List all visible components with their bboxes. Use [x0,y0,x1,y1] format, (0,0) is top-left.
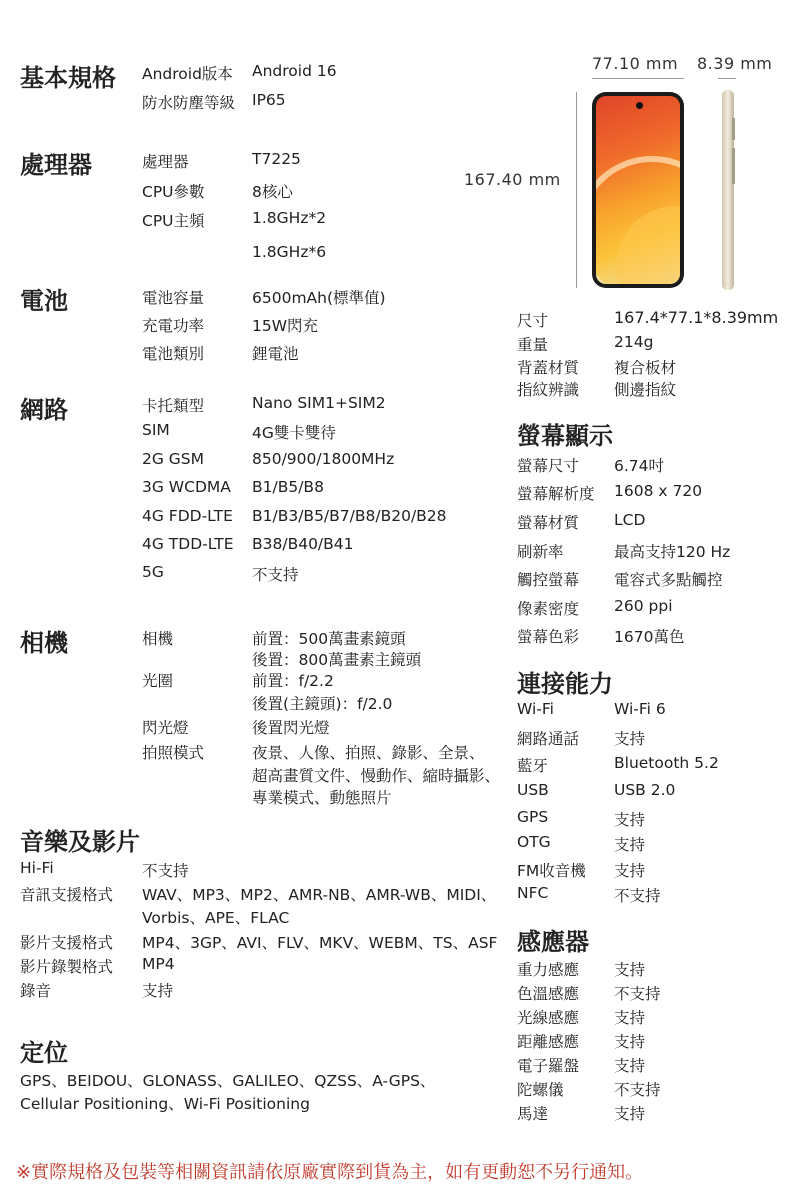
spec-value: Nano SIM1+SIM2 [252,394,386,412]
spec-value: 支持 [614,730,646,748]
spec-value: 支持 [614,1105,646,1123]
spec-value: 15W閃充 [252,317,319,335]
spec-value: Bluetooth 5.2 [614,754,719,772]
spec-value: 1670萬色 [614,628,685,646]
spec-value: 1.8GHz*2 [252,209,327,227]
spec-label: Wi-Fi [517,700,554,718]
spec-value: B38/B40/B41 [252,535,354,553]
footer-note: ※實際規格及包裝等相關資訊請依原廠實際到貨為主，如有更動恕不另行通知。 [16,1162,644,1183]
depth-dimension: 8.39 mm [697,54,773,73]
spec-label: CPU參數 [142,183,205,201]
spec-value: Android 16 [252,62,337,80]
spec-label: 閃光燈 [142,719,189,737]
spec-label: 卡托類型 [142,397,205,415]
spec-value: WAV、MP3、MP2、AMR-NB、AMR-WB、MIDI、 [142,886,497,904]
spec-value: 6.74吋 [614,457,665,475]
section-network-title: 網路 [20,396,68,424]
spec-label: 光線感應 [517,1009,580,1027]
spec-label: 4G FDD-LTE [142,507,233,525]
spec-value: 後置(主鏡頭)：f/2.0 [252,695,393,713]
spec-label: 刷新率 [517,543,564,561]
spec-value: 前置：f/2.2 [252,672,334,690]
spec-label: 重量 [517,336,549,354]
spec-label: 光圈 [142,672,174,690]
spec-label: 螢幕材質 [517,514,580,532]
section-connectivity-title: 連接能力 [517,670,613,698]
section-location-title: 定位 [20,1039,68,1067]
spec-value: Wi-Fi 6 [614,700,666,718]
spec-label: SIM [142,421,170,439]
spec-label: CPU主頻 [142,212,205,230]
spec-label: 螢幕色彩 [517,628,580,646]
spec-value: 260 ppi [614,597,673,615]
width-dimension: 77.10 mm [592,54,679,73]
spec-label: 影片支援格式 [20,934,114,952]
spec-label: 相機 [142,630,174,648]
spec-value: 側邊指紋 [614,381,677,399]
spec-value: 不支持 [252,566,299,584]
spec-value: 167.4*77.1*8.39mm [614,308,779,327]
spec-label: 錄音 [20,982,52,1000]
spec-label: 網路通話 [517,730,580,748]
section-battery-title: 電池 [20,287,68,315]
spec-value: USB 2.0 [614,781,676,799]
spec-value: B1/B5/B8 [252,478,324,496]
spec-value: 後置：800萬畫素主鏡頭 [252,651,422,669]
spec-label: 防水防塵等級 [142,94,236,112]
spec-value: 支持 [142,982,174,1000]
spec-label: 電子羅盤 [517,1057,580,1075]
spec-label: FM收音機 [517,862,586,880]
spec-label: 拍照模式 [142,744,205,762]
spec-value: LCD [614,511,646,529]
section-sensors-title: 感應器 [517,928,589,956]
spec-value: 1.8GHz*6 [252,243,327,261]
spec-value: 支持 [614,1057,646,1075]
spec-label: NFC [517,884,549,902]
spec-value: 不支持 [614,887,661,905]
spec-label: 重力感應 [517,961,580,979]
spec-label: 指紋辨識 [517,381,580,399]
spec-label: 4G TDD-LTE [142,535,234,553]
spec-value: 不支持 [142,862,189,880]
spec-value: 夜景、人像、拍照、錄影、全景、 [252,744,485,762]
spec-label: 陀螺儀 [517,1081,564,1099]
spec-value: 支持 [614,1009,646,1027]
spec-label: 背蓋材質 [517,359,580,377]
section-processor-title: 處理器 [20,151,92,179]
width-dimension-line [592,78,684,79]
spec-value: B1/B3/B5/B7/B8/B20/B28 [252,507,447,525]
spec-value: 最高支持120 Hz [614,543,731,561]
spec-value: IP65 [252,91,286,109]
spec-value: 後置閃光燈 [252,719,330,737]
spec-value: 鋰電池 [252,345,299,363]
spec-label: 處理器 [142,153,189,171]
spec-value: Vorbis、APE、FLAC [142,909,290,927]
spec-value: 850/900/1800MHz [252,450,395,468]
spec-value: 專業模式、動態照片 [252,789,392,807]
spec-label: 像素密度 [517,600,580,618]
spec-label: GPS [517,808,549,826]
spec-value: 支持 [614,811,646,829]
section-display-title: 螢幕顯示 [517,422,613,450]
spec-label: 充電功率 [142,317,205,335]
spec-label: 3G WCDMA [142,478,231,496]
spec-value: 支持 [614,862,646,880]
spec-value: 8核心 [252,183,293,201]
spec-label: 電池類別 [142,345,205,363]
height-dimension-line [576,92,577,288]
spec-value: 支持 [614,1033,646,1051]
spec-label: OTG [517,833,551,851]
spec-label: 影片錄製格式 [20,958,114,976]
spec-label: Android版本 [142,65,233,83]
location-line: Cellular Positioning、Wi-Fi Positioning [20,1095,310,1113]
section-camera-title: 相機 [20,629,68,657]
spec-value: 不支持 [614,1081,661,1099]
spec-label: 2G GSM [142,450,205,468]
spec-value: 不支持 [614,985,661,1003]
spec-label: 5G [142,563,164,581]
spec-value: 1608 x 720 [614,482,703,500]
section-basic-title: 基本規格 [20,64,116,92]
spec-label: 螢幕尺寸 [517,457,580,475]
spec-label: 藍牙 [517,757,549,775]
spec-value: 複合板材 [614,359,677,377]
depth-dimension-line [718,78,736,79]
spec-value: 4G雙卡雙待 [252,424,336,442]
section-media-title: 音樂及影片 [20,828,140,856]
spec-value: 電容式多點觸控 [614,571,723,589]
spec-label: 電池容量 [142,289,205,307]
spec-value: 214g [614,333,654,351]
spec-label: 觸控螢幕 [517,571,580,589]
spec-label: 距離感應 [517,1033,580,1051]
phone-front-image [592,92,684,288]
spec-value: MP4、3GP、AVI、FLV、MKV、WEBM、TS、ASF [142,934,498,952]
spec-label: 尺寸 [517,312,549,330]
spec-label: USB [517,781,549,799]
spec-value: 前置：500萬畫素鏡頭 [252,630,406,648]
location-line: GPS、BEIDOU、GLONASS、GALILEO、QZSS、A-GPS、 [20,1072,436,1090]
spec-label: 色溫感應 [517,985,580,1003]
height-dimension: 167.40 mm [464,170,561,189]
spec-label: Hi-Fi [20,859,54,877]
spec-label: 螢幕解析度 [517,485,595,503]
spec-value: T7225 [252,150,301,168]
spec-label: 音訊支援格式 [20,886,114,904]
spec-value: 超高畫質文件、慢動作、縮時攝影、 [252,767,501,785]
spec-value: 支持 [614,961,646,979]
spec-value: 支持 [614,836,646,854]
spec-value: MP4 [142,955,175,973]
spec-value: 6500mAh(標準值) [252,289,386,307]
spec-label: 馬達 [517,1105,549,1123]
